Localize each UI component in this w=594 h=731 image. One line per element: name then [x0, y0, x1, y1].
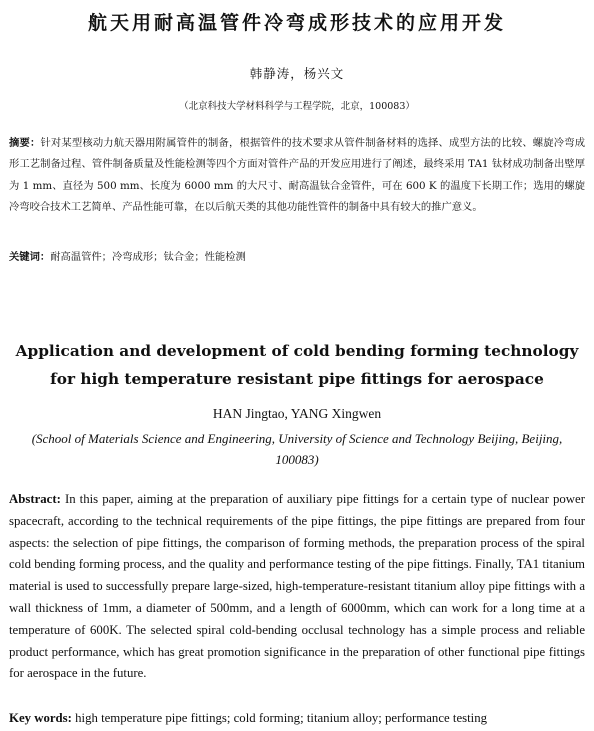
chinese-title: 航天用耐高温管件冷弯成形技术的应用开发 — [87, 12, 506, 34]
chinese-abstract — [9, 133, 585, 219]
chinese-authors: 韩静涛，杨兴文 — [249, 66, 345, 81]
english-affiliation: (School of Materials Science and Engineering, University of Science and Technology Beijing, Beijing, 100083) — [31, 431, 563, 467]
chinese-abstract-text: 针对某型核动力航天器用附属管件的制备，根据管件的技术要求从管件制备材料的选择、成型方法的比较、螺旋冷弯成形工艺制备过程、管件制备质量及性能检测等四个方面对管件产品的开发应用进行了阐述，最终采用 TA1 钛材成功制备出壁厚为 1 mm、直径为 500 mm、长度为 6000 mm 的大尺寸、耐高温钛合金管件，可在 600 K 的温度下长期工作；选用的螺旋冷弯咬合技术工艺简单、产品性能可靠，在以后航天类的其他功能性管件的制备中具有较大的推广意义。 — [9, 137, 586, 214]
english-abstract — [9, 489, 585, 685]
chinese-keywords — [9, 247, 585, 268]
english-keywords — [9, 708, 585, 728]
english-authors: HAN Jingtao, YANG Xingwen — [212, 406, 382, 421]
english-title: Application and development of cold bending forming technology for high temperature resistant pipe fittings for aerospace — [15, 342, 579, 388]
english-keywords-label: Key words: — [9, 711, 72, 725]
chinese-abstract-label: 摘要： — [9, 137, 41, 149]
english-abstract-text: In this paper, aiming at the preparation of auxiliary pipe fittings for a certain type of nuclear power spacecraft, according to the technical requirements of the pipe fittings, the pipe fittings are prepared from four aspects: the selection of pipe fittings, the comparison of forming methods, the preparation process of the spiral cold bending forming process, and the quality and performance testing of the pipe fittings. Finally, TA1 titanium material is used to successfully prepare large-sized, high-temperature-resistant titanium alloy pipe fittings with a wall thickness of 1mm, a diameter of 500mm, and a length of 6000mm, which can work for a long time at a temperature of 600K. The selected spiral cold-bending occlusal technology has a simple process and reliable product performance, which has great promotion significance in the preparation of other functional pipe fittings for aerospace in the future. — [9, 492, 585, 681]
english-abstract-label: Abstract: — [9, 492, 61, 506]
chinese-affiliation: （北京科技大学材料科学与工程学院，北京，100083） — [179, 101, 415, 112]
chinese-keywords-text: 耐高温管件；冷弯成形；钛合金；性能检测 — [50, 251, 246, 263]
english-keywords-text: high temperature pipe fittings; cold forming; titanium alloy; performance testing — [75, 711, 488, 725]
chinese-keywords-label: 关键词： — [9, 251, 51, 263]
